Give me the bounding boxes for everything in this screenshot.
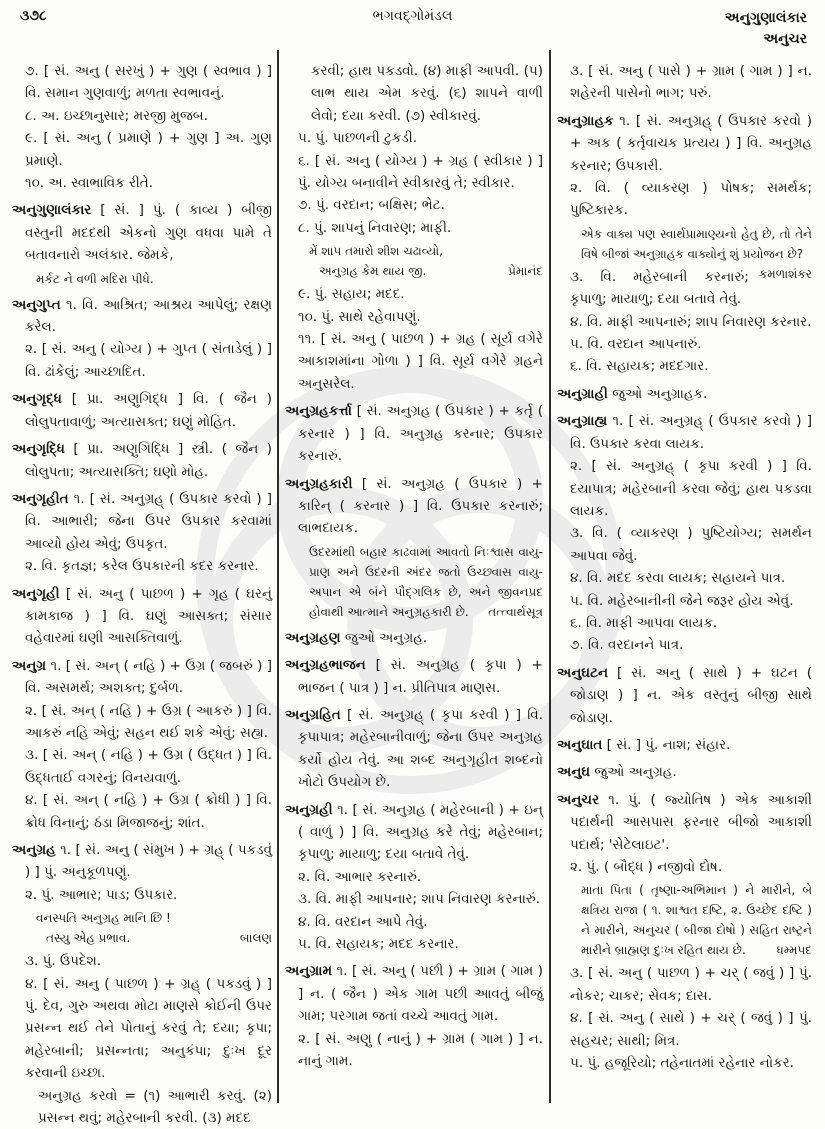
definition-text: ૨. વિ. આભાર કરનારું.	[298, 868, 422, 885]
headword: અનુગુણાલંકાર	[12, 202, 92, 219]
headword: અનુગ્રાહ્ય	[557, 413, 608, 430]
dictionary-entry	[285, 400, 543, 467]
headword: અનુગ્રહભાજન	[285, 657, 366, 674]
entry-sense	[12, 700, 272, 745]
definition-text: ૩. પું. ઉપદેશ.	[25, 953, 102, 970]
headword: અનુગ્રામ	[285, 963, 332, 980]
entry-sense	[557, 612, 812, 634]
quote-line	[309, 241, 543, 261]
entry-sense	[12, 950, 272, 972]
definition-text: ૭. [ સં. અનુ ( સરખું ) + ગુણ ( સ્વભાવ ) ] વિ. સમાન ગુણવાળું; મળતા સ્વભાવનું.	[25, 63, 272, 102]
entry-sense	[285, 217, 543, 239]
definition-text: ૧૦. પું. સાથે રહેવાપણું.	[298, 308, 421, 325]
dictionary-entry	[557, 734, 812, 756]
definition-text: ૭. પું. વરદાન; બક્ષિસ; ભેટ.	[298, 197, 445, 214]
definition-text: [ સં. ] પું. ( કાવ્ય ) બીજી વસ્તુની મદદથી એકનો ગુણ વધવા પામે તે બતાવનારો અલંકાર. જેમકે,	[25, 202, 272, 264]
entry-sense	[285, 283, 543, 305]
entry-sense	[557, 567, 812, 589]
definition-text: ૩. [ સં. અન્ ( નહિ ) + ઉગ્ર ( ઉદ્ધત ) ] વિ. ઉદ્ધતાઈ વગરનું; વિનયવાળું.	[25, 747, 272, 786]
definition-text: ૧૦. અ. સ્વાભાવિક રીતે.	[25, 175, 154, 192]
definition-text: અનુગ્રહ કરવો = (૧) આભારી કરવું. (૨) પ્રસન્ન થવું; મહેરબાની કરવી. (૩) મદદ	[38, 1087, 272, 1127]
guide-words	[725, 8, 807, 50]
definition-text: ૧. [ સં. અનુગ્રહ્ ( ઉપકાર કરવો ) ] વિ. આભારી; જેના ઉપર ઉપકાર કરવામાં આવ્યો હોય એવું; ઉપકૃત.	[25, 490, 272, 552]
entry-sense	[285, 150, 543, 195]
entry-sense	[12, 555, 272, 577]
definition-text: ૫. પું. પાછળની ટુકડી.	[298, 130, 417, 147]
definition-text: ૫. વિ. મહેરબાનીની જેને જરૂર હોય એવું.	[570, 592, 794, 609]
entry-sense	[557, 590, 812, 612]
definition-text: ૫. પું. હજૂરિયો; તહેનાતમાં રહેનાર નોકર.	[570, 1055, 794, 1072]
definition-text: [ સં. અનુગ્રહ ( કૃપા ) + ભાજન ( પાત્ર ) ] ન. પ્રીતિપાત્ર માણસ.	[298, 657, 543, 696]
entry-sense	[557, 1052, 812, 1074]
definition-text: ૨. [ સં. અન્ ( નહિ ) + ઉગ્ર ( આકરું ) ] વિ. આકરું નહિ એવું; સહન થઈ શકે એવું; સહ્ય.	[25, 702, 272, 741]
column-1	[12, 60, 272, 1129]
column-3	[557, 60, 812, 1074]
definition-text: જુઓ અનુગ્રહ.	[590, 764, 677, 781]
entry-sense	[285, 306, 543, 328]
definition-text: ૪. [ સં. અનુ ( પાછળ ) + ગ્રહ્ ( પકડવું ) ] પું. દેવ, ગુરુ અથવા મોટા માણસે કોઈની ઉપર પ્રસન્ન થઈ તેને પોતાનું કરવું તે; દયા; કૃપા; મહેરબાની; પ્રસન્નતા; અનુકંપા; દુઃખ દૂર કરવાની ઇચ્છા.	[25, 975, 272, 1082]
dictionary-entry	[12, 438, 272, 483]
quote-line-text: મેં શાપ તમારો શીશ ચઢાવ્યો,	[309, 244, 443, 259]
dictionary-entry	[557, 110, 812, 177]
entry-sense	[12, 60, 272, 105]
definition-text: [ પ્રા. અણુગિદ્ધ ] વિ. ( જૈન ) લોલુપતાવાળું; અત્યાસક્ત; ઘણું મોહિત.	[25, 391, 272, 430]
entry-sense	[12, 105, 272, 127]
entry-sense	[285, 194, 543, 216]
headword: અનુઘ	[557, 764, 591, 781]
definition-text: ૫. વિ. વરદાન આપનારું.	[570, 336, 702, 353]
headword: અનુચર	[557, 791, 600, 808]
entry-sense	[557, 1007, 812, 1052]
dictionary-entry	[285, 960, 543, 1027]
definition-text: ૧. [ સં. અનુ ( સંમુખ ) + ગ્રહ્ ( પકડવું ) ] પું. અનુકૂળપણું.	[25, 842, 272, 881]
definition-text: ૪. [ સં. અનુ ( સાથે ) + ચર્ ( જવું ) ] પું. સહચર; સાથી; મિત્ર.	[570, 1010, 812, 1049]
idiom-phrase	[285, 60, 543, 127]
headword: અનુગ્રાહી	[557, 385, 608, 402]
dictionary-entry	[557, 761, 812, 783]
dictionary-entry	[285, 704, 543, 794]
dictionary-entry	[285, 473, 543, 540]
headword: અનુગૃદ્ધિ	[12, 441, 65, 458]
headword: અનુગુપ્ત	[12, 296, 61, 313]
definition-text: [ સં. અનુગ્રહ્ ( કૃપા કરવી ) ] વિ. કૃપાપાત્ર; મહેરબાનીવાળું; જેના ઉપર અનુગ્રહ કર્યો હોય તેવું. આ શબ્દ અનુગૃહીત શબ્દનો ખોટો ઉપયોગ છે.	[298, 706, 543, 791]
definition-text: ૨. [ સં. અનુ ( યોગ્ય ) + ગુપ્ત ( સંતાડેલું ) ] વિ. ઢાંકેલું; આચ્છાદિત.	[25, 341, 272, 380]
headword: અનુગ્રહકર્ત્તા	[285, 403, 352, 420]
entry-sense	[557, 455, 812, 522]
definition-text: ૨. પું. ( બૌદ્ધ ) નજીવો દોષ.	[570, 859, 723, 875]
entry-sense	[12, 172, 272, 194]
headword: અનુગ્રહકારી	[285, 475, 353, 492]
entry-sense	[12, 789, 272, 834]
definition-text: [ સં. અનુ ( સાથે ) + ઘટન ( જોડાણ ) ] ન. એક વસ્તુનું બીજી સાથે જોડાણ.	[570, 664, 812, 726]
quote-text: માતા પિતા ( તૃષ્ણા-અભિમાન ) ને મારીને, બે ક્ષત્રિય રાજા ( ૧. શાશ્વત દષ્ટિ, ૨. ઉચ્છેદ દષ્ટિ ) ને મારીને, અનુચર ( બીજા દોષો ) સહિત રાષ્ટ્રને મારીને બ્રાહ્મણ દુઃખ રહિત થાય છે.	[581, 883, 812, 958]
entry-sense	[285, 127, 543, 149]
definition-text: ૬. [ સં. અનુ ( યોગ્ય ) + ગ્રહ ( સ્વીકાર ) ] પું. યોગ્ય બનાવીને સ્વીકારવું તે; સ્વીકાર.	[298, 152, 543, 192]
headword: અનુગ્રહી	[285, 801, 333, 818]
quote-text: એક વાક્ય પણ સ્વાર્થપ્રામાણ્યનો હેતુ છે, તો તેને વિષે બીજાં અનુગ્રાહક વાક્યોનું શું પ્રયોજન છે?	[581, 226, 812, 261]
quotation	[12, 269, 272, 289]
quote-source: કમળાશંકર	[758, 266, 812, 281]
definition-text: [ સં. અનુ ( પાછળ ) + ગૃહ ( ઘરનું કામકાજ ) ] વિ. ઘણું આસક્ત; સંસાર વહેવારમાં ઘણી આસક્તિવાળું.	[25, 585, 272, 647]
headword: અનુગૃહી	[12, 585, 60, 602]
entry-sense	[285, 1028, 543, 1073]
definition-text: ૩. વિ. મહેરબાની કરનારું; કૃપાળુ; માયાળુ; દયા બતાવે તેવું.	[570, 268, 749, 308]
entry-sense	[285, 328, 543, 395]
entry-sense	[285, 888, 543, 910]
entry-sense	[557, 856, 812, 878]
headword: અનુગ્રાહક	[557, 112, 614, 129]
definition-text: ૬. વિ. સહાયક; મદદગાર.	[570, 358, 709, 375]
headword: અનુઘટન	[557, 664, 609, 681]
definition-text: ૧. વિ. આશ્રિત; આશ્રય આપેલું; રક્ષણ કરેલ.	[25, 296, 272, 336]
quote-line-text: મર્કટ ને વળી મદિરા પીધે.	[36, 271, 154, 286]
page-number: ૩૭૮	[20, 8, 47, 24]
entry-sense	[12, 744, 272, 789]
guide-word-first: અનુગુણાલંકાર	[724, 10, 807, 26]
idiom-phrase	[12, 1085, 272, 1129]
entry-sense	[285, 911, 543, 933]
guide-word-last: અનુચર	[763, 31, 807, 47]
definition-text: ૧. [ સં. અનુગ્રહ્ ( ઉપકાર કરવો ) + અક ( કર્તૃવાચક પ્રત્યય ) ] વિ. અનુગ્રહ કરનાર; ઉપકારી.	[570, 112, 812, 174]
definition-text: ૧. [ સં. અનુગ્રહ્ ( ઉપકાર કરવો ) ] વિ. ઉપકાર કરવા લાયક.	[570, 413, 812, 452]
entry-sense	[285, 866, 543, 888]
dictionary-entry	[12, 655, 272, 700]
definition-text: ૧. પું. ( જ્યોતિષ ) એક આકાશી પદાર્થની આસપાસ ફરનાર બીજો આકાશી પદાર્થ; 'સેટેલાઇટ'.	[570, 791, 812, 853]
quote-line	[36, 928, 272, 948]
definition-text: ૧. [ સં. અનુ ( પછી ) + ગ્રામ ( ગામ ) ] ન. ( જૈન ) એક ગામ પછી આવતું બીજું ગામ; પરગામ જતાં વચ્ચે આવતું ગામ.	[298, 963, 543, 1025]
definition-text: ૨. વિ. કૃતજ્ઞ; કરેલ ઉપકારની કદર કરનાર.	[25, 558, 259, 575]
dictionary-entry	[557, 662, 812, 729]
entry-sense	[557, 355, 812, 377]
definition-text: ૪. વિ. મદદ કરવા લાયક; સહાયને પાત્ર.	[570, 570, 786, 587]
headword: અનુગ્ર	[12, 657, 47, 674]
definition-text: ૪. વિ. માફી આપનારું; શાપ નિવારણ કરનાર.	[570, 313, 812, 330]
definition-text: ૨. વિ. ( વ્યાકરણ ) પોષક; સમર્થક; પુષ્ટિકારક.	[570, 180, 812, 219]
quote-line	[309, 261, 543, 281]
dictionary-entry	[557, 789, 812, 856]
definition-text: [ પ્રા. અણુગિદ્ધિ ] સ્ત્રી. ( જૈન ) લોલુપતા; અત્યાસક્તિ; ઘણો મોહ.	[25, 441, 272, 480]
headword: અનુગૃહીત	[12, 490, 69, 507]
headword: અનુગ્રહિત	[285, 706, 341, 723]
book-title: ભગવદ્ગોમંડલ	[372, 8, 453, 24]
column-rule	[277, 50, 279, 1103]
dictionary-entry	[557, 383, 812, 405]
dictionary-entry	[285, 654, 543, 699]
definition-text: જુઓ અનુગ્રહ.	[340, 629, 428, 646]
dictionary-entry	[12, 199, 272, 266]
entry-sense	[12, 127, 272, 172]
dictionary-entry	[12, 583, 272, 650]
entry-sense	[12, 338, 272, 383]
definition-text: ૯. પું. સહાય; મદદ.	[298, 286, 405, 303]
quote-line	[36, 908, 272, 928]
definition-text: ૨. પું. આભાર; પાડ; ઉપકાર.	[25, 886, 178, 903]
headword: અનુગ્રહણ	[285, 629, 341, 646]
definition-text: [ સં. ] પું. નાશ; સંહાર.	[602, 736, 731, 753]
column-2	[285, 60, 543, 1072]
entry-sense	[12, 973, 272, 1085]
quote-source: ધમ્મપદ	[776, 943, 812, 958]
quotation	[285, 241, 543, 281]
entry-sense	[557, 311, 812, 333]
definition-text: ૯. [ સં. અનુ ( પ્રમાણે ) + ગુણ ] અ. ગુણ પ્રમાણે.	[25, 130, 272, 169]
definition-text: જુઓ અનુગ્રાહક.	[607, 385, 708, 402]
definition-text: ૬. વિ. માફી આપવા લાયક.	[570, 614, 718, 631]
quote-line	[36, 269, 272, 289]
entry-sense	[557, 333, 812, 355]
definition-text: ૨. [ સં. અણુ ( નાનું ) + ગ્રામ ( ગામ ) ] ન. નાનું ગામ.	[298, 1030, 543, 1070]
definition-text: ૩. [ સં. અનુ ( પાસે ) + ગ્રામ ( ગામ ) ] ન. શહેરની પાસેનો ભાગ; પરું.	[570, 63, 812, 102]
headword: અનુગ્રહ	[12, 842, 56, 858]
dictionary-entry	[12, 839, 272, 884]
quote-source: પ્રેમાનંદ	[508, 264, 543, 279]
dictionary-entry	[285, 627, 543, 649]
entry-sense	[557, 522, 812, 567]
entry-sense	[557, 962, 812, 1007]
entry-sense	[557, 177, 812, 222]
quote-line-text: વનસ્પતિ અનુગ્રહ માનિ છિ !	[36, 911, 171, 926]
definition-text: [ સં. અનુગ્રહ ( ઉપકાર ) + કર્તૃ ( કરનાર ) ] વિ. અનુગ્રહ કરનાર; ઉપકાર કરનારું.	[298, 403, 543, 465]
definition-text: ૧. [ સં. અન્ ( નહિ ) + ઉગ્ર ( જબરું ) ] વિ. અસમર્થ; અશક્ત; દુર્બળ.	[25, 657, 272, 697]
dictionary-entry	[12, 488, 272, 555]
entry-sense	[557, 60, 812, 105]
headword: અનુઘાત	[557, 736, 603, 753]
definition-text: ૫. વિ. સહાયક; મદદ કરનાર.	[298, 936, 459, 952]
definition-text: ૮. પું. શાપનું નિવારણ; માફી.	[298, 219, 452, 236]
quote-source: તત્ત્વાર્થસૂત્ર	[488, 604, 543, 619]
definition-text: ૮. અ. ઇચ્છાનુસાર; મરજી મુજબ.	[25, 107, 208, 124]
dictionary-entry	[557, 410, 812, 455]
entry-sense	[557, 634, 812, 656]
dictionary-entry	[12, 388, 272, 433]
column-rule	[549, 50, 551, 1103]
entry-sense	[285, 933, 543, 955]
definition-text: ૩. વિ. માફી આપનાર; શાપ નિવારણ કરનારું.	[298, 891, 541, 908]
definition-text: ૩. વિ. ( વ્યાકરણ ) પુષ્ટિયોગ્ય; સમર્થન આપવા જેવું.	[570, 525, 812, 564]
quotation	[285, 542, 543, 622]
definition-text: [ સં. અનુગ્રહ ( ઉપકાર ) + કારિન્ ( કરનાર ) ] વિ. ઉપકાર કરનારું; લાભદાયક.	[298, 475, 543, 537]
definition-text: કરવી; હાથ પકડવો. (૪) માફી આપવી. (૫) લાભ થાય એમ કરવું. (૬) શાપને વાળી લેવો; દયા કરવી. (૭) સ્વીકારવું.	[311, 63, 543, 124]
definition-text: ૧૧. [ સં. અનુ ( પાછળ ) + ગ્રહ ( સૂર્ય વગેરે આકાશમાંના ગોળા ) ] વિ. સૂર્ય વગેરે ગ્રહને અનુસરેલ.	[298, 331, 543, 392]
quote-source: બાલણ	[239, 931, 272, 946]
definition-text: ૨. [ સં. અનુગ્રહ્ ( કૃપા કરવી ) ] વિ. દયાપાત્ર; મહેરબાની કરવા જેવું; હાથ પકડવા લાયક.	[570, 458, 812, 519]
dictionary-entry	[285, 799, 543, 866]
headword: અનુગૃદ્ધ	[12, 391, 62, 408]
quotation	[557, 880, 812, 960]
definition-text: ૧. [ સં. અનુગ્રહ ( મહેરબાની ) + ઇન્ ( વાળું ) ] વિ. અનુગ્રહ કરે તેવું; મહેરબાન; કૃપાળુ; માયાળુ; દયા બતાવે તેવું.	[298, 801, 543, 863]
quote-line-text: અનુગ્રહ કેમ થાય જી.	[319, 264, 427, 279]
quotation	[12, 908, 272, 948]
quote-line-text: તસ્યુ એહ પ્રભાવ.	[46, 931, 131, 946]
definition-text: ૪. [ સં. અન્ ( નહિ ) + ઉગ્ર ( ક્રોધી ) ] વિ. ક્રોધ વિનાનું; ઠંડા મિજાજનું; શાંત.	[25, 792, 272, 831]
quote-text: ઉદરમાંથી બહાર કાઢવામાં આવતો નિઃશ્વાસ વાયુ-પ્રાણ અને ઉદરની અંદર જતો ઉચ્છ્વાસ વાયુ-અપાન એ બંને પૌદ્ગલિક છે, અને જીવનપ્રદ હોવાથી આત્માને અનુગ્રહકારી છે.	[309, 544, 543, 619]
definition-text: ૪. વિ. વરદાન આપે તેવું.	[298, 913, 428, 930]
definition-text: ૭. વિ. વરદાનને પાત્ર.	[570, 637, 684, 654]
definition-text: ૩. [ સં. અનુ ( પાછળ ) + ચર્ ( જવું ) ] પું. નોકર; ચાકર; સેવક; દાસ.	[570, 965, 812, 1004]
dictionary-entry	[12, 294, 272, 339]
entry-sense	[12, 884, 272, 906]
quotation	[557, 224, 812, 281]
